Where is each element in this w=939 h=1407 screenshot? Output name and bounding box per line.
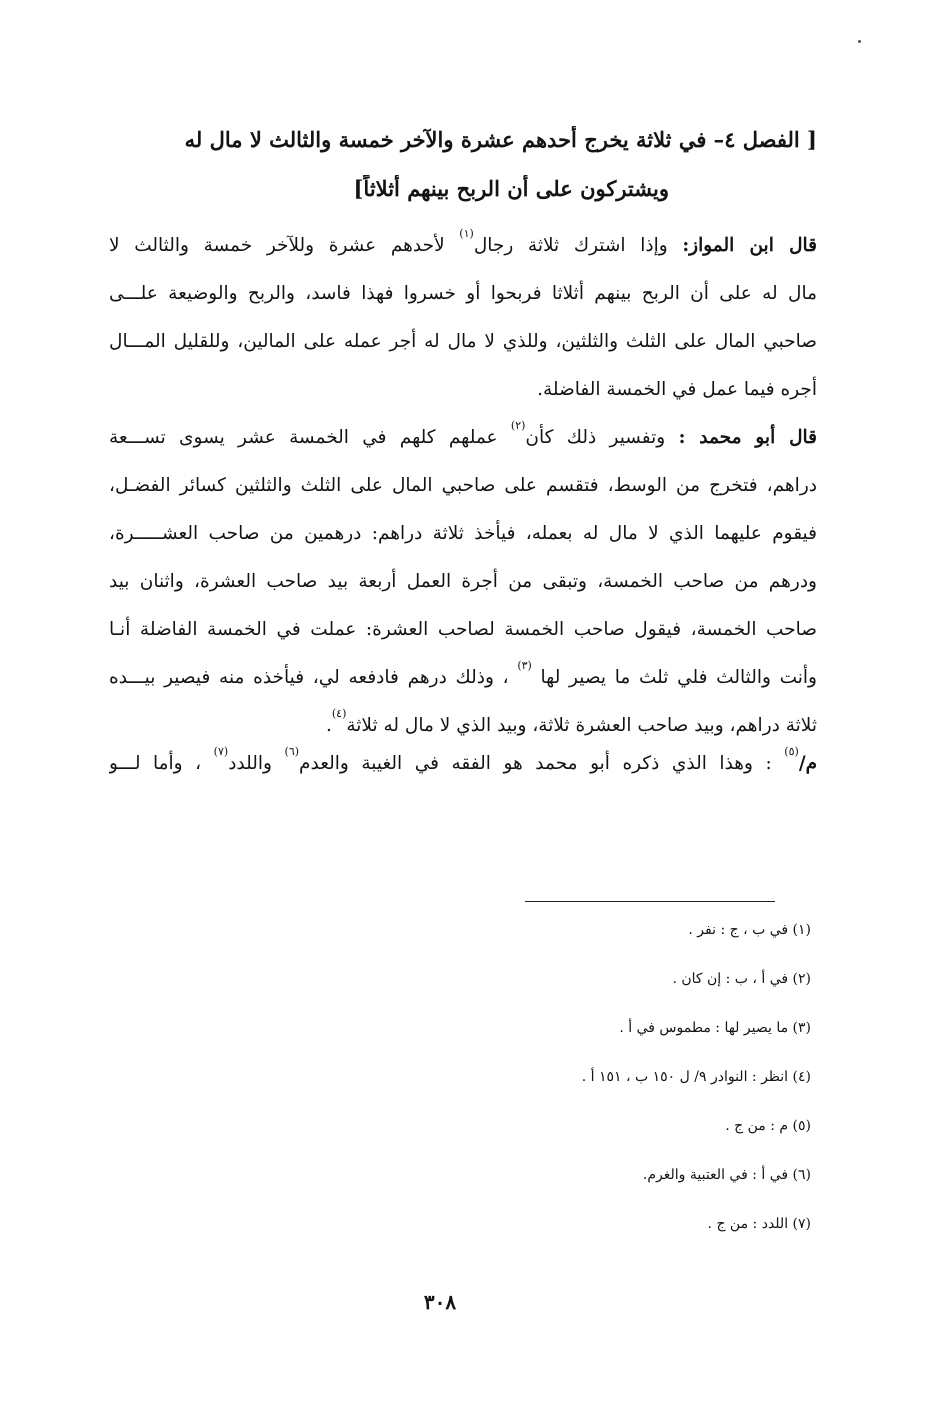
footnote: (٥) م : من ج . xyxy=(725,1118,811,1134)
line-text: : وهذا الذي ذكره أبو محمد هو الفقه في الغيبة والعدم xyxy=(299,753,772,774)
paragraph-abu-muhammad xyxy=(109,414,817,750)
paragraph-line: دراهم، فتخرج من الوسط، فتقسم على صاحبي المال على الثلث والثلثين كسائر الفضـل، xyxy=(109,475,817,496)
paragraph-line: صاحبي المال على الثلث والثلثين، وللذي لا مال له أجر عمله على المالين، وللقليل المـــال xyxy=(109,331,817,352)
paragraph-line: مال له على أن الربح بينهم أثلاثا فربحوا أو خسروا فهذا فاسد، والربح والوضيعة علـــى xyxy=(109,283,817,304)
footnote: (٣) ما يصير لها : مطموس في أ . xyxy=(619,1020,811,1036)
footnotes xyxy=(391,912,811,1255)
line-text: ، وأما لـــو xyxy=(109,753,202,774)
chapter-heading-line-1: [ الفصل ٤– في ثلاثة يخرج أحدهم عشرة والآخر خمسة والثالث لا مال له xyxy=(184,127,817,152)
line-text: . xyxy=(325,715,332,736)
footnote: (٧) اللدد : من ج . xyxy=(707,1216,811,1232)
page-number: ٣٠٨ xyxy=(423,1290,457,1314)
line-text: وأنت والثالث فلي ثلث ما يصير لها xyxy=(540,667,817,688)
footnote: (١) في ب ، ج : نفر . xyxy=(688,922,811,938)
line-text: ثلاثة دراهم، وبيد صاحب العشرة ثلاثة، وبيد الذي لا مال له ثلاثة xyxy=(346,715,817,736)
footnote-ref: (٣) xyxy=(517,659,532,672)
footnote-ref: (١) xyxy=(459,227,474,240)
line-text: لأحدهم عشرة وللآخر خمسة والثالث لا xyxy=(109,235,445,256)
line-text: واللدد xyxy=(228,753,272,774)
paragraph-line xyxy=(109,222,817,270)
paragraph-ibn-al-mawwaz xyxy=(109,222,817,414)
paragraph-line xyxy=(109,654,817,702)
paragraph-line: ودرهم من صاحب الخمسة، وتبقى من أجرة العمل أربعة بيد صاحب العشرة، واثنان بيد xyxy=(109,571,817,592)
speaker-label: قال ابن المواز: xyxy=(682,235,817,256)
paragraph-line: أجره فيما عمل في الخمسة الفاضلة. xyxy=(537,379,817,400)
footnote-separator xyxy=(525,901,775,902)
footnote-ref: (٧) xyxy=(213,745,229,758)
footnote-ref: (٤) xyxy=(331,707,347,720)
line-text: عملهم كلهم في الخمسة عشر يسوى تســـعة xyxy=(109,427,498,448)
footnote-ref: (٢) xyxy=(510,419,526,432)
speaker-label: م/ xyxy=(798,753,817,774)
paragraph-line: فيقوم عليهما الذي لا مال له بعمله، فيأخذ ثلاثة دراهم: درهمين من صاحب العشـــــرة، xyxy=(109,523,817,544)
footnote: (٢) في أ ، ب : إن كان . xyxy=(672,971,811,987)
footnote: (٦) في أ : في العتبية والغرم. xyxy=(642,1167,811,1183)
paragraph-line: صاحب الخمسة، فيقول صاحب الخمسة لصاحب العشرة: عملت في الخمسة الفاضلة أنـا xyxy=(109,619,817,640)
footnote-ref: (٥) xyxy=(784,745,799,758)
footnote-ref: (٦) xyxy=(284,745,300,758)
scan-speck xyxy=(858,40,861,43)
paragraph-line xyxy=(109,414,817,462)
paragraph-line xyxy=(109,740,817,788)
footnote: (٤) انظر : النوادر ٩/ ل ١٥٠ ب ، ١٥١ أ . xyxy=(581,1069,811,1085)
paragraph-m xyxy=(109,740,817,788)
line-text: وتفسير ذلك كأن xyxy=(525,427,666,448)
chapter-heading-line-2: ويشتركون على أن الربح بينهم أثلاثاً] xyxy=(353,176,669,201)
line-text: وإذا اشترك ثلاثة رجال xyxy=(473,235,668,256)
line-text: ، وذلك درهم فادفعه لي، فيأخذه منه فيصير بيـــده xyxy=(109,667,509,688)
speaker-label: قال أبو محمد : xyxy=(678,427,817,448)
